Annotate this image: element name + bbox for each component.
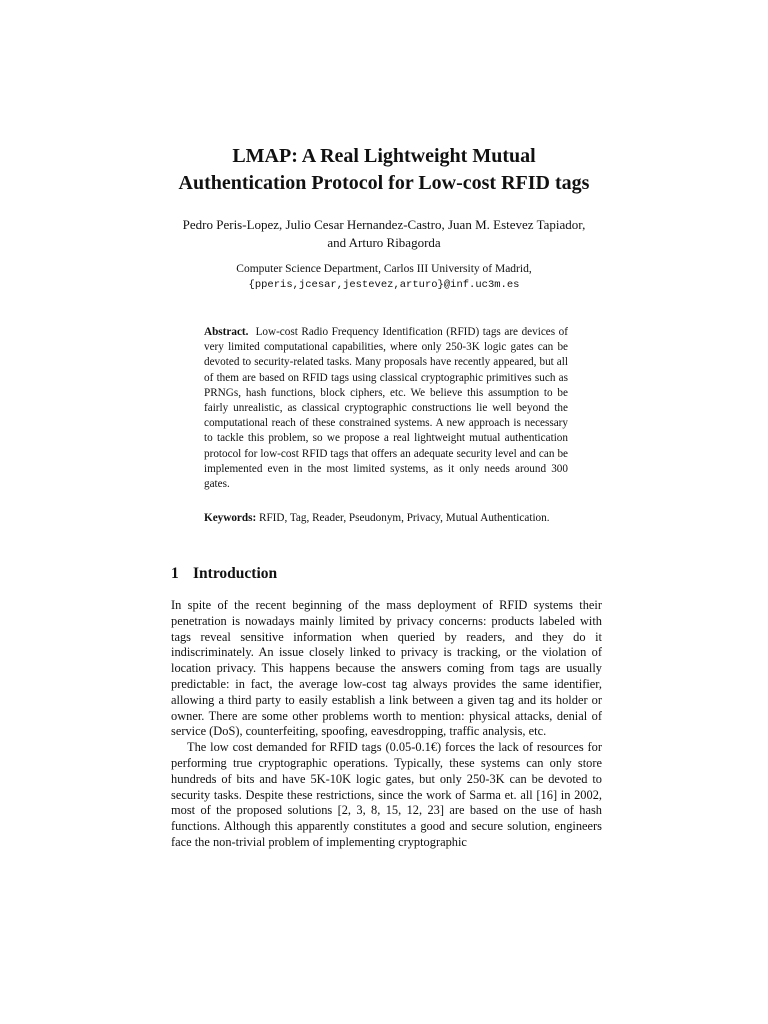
abstract-label: Abstract.	[204, 326, 249, 338]
paper-title	[100, 143, 668, 197]
abstract-text: Low-cost Radio Frequency Identification (RFID) tags are devices of very limited computational capabilities, where only 250-3K logic gates can be devoted to security-related tasks. Many proposals have recently appeared, but all of them are based on RFID tags using classical cryptographic primitives such as PRNGs, hash functions, block ciphers, etc. We believe this assumption to be fairly unrealistic, as classical cryptographic constructions lie well beyond the computational reach of these constrained systems. A new approach is necessary to tackle this problem, so we propose a real lightweight mutual authentication protocol for low-cost RFID tags that offers an adequate security level and can be implemented even in the most limited systems, as it only needs around 300 gates.	[204, 326, 568, 491]
section-title: Introduction	[193, 565, 278, 582]
author-emails: {pperis,jcesar,jestevez,arturo}@inf.uc3m.es	[248, 279, 520, 291]
authors-line-2: and Arturo Ribagorda	[327, 235, 441, 250]
affiliation-block	[120, 262, 648, 293]
abstract	[204, 325, 568, 492]
body-paragraph-2: The low cost demanded for RFID tags (0.05-0.1€) forces the lack of resources for performing true cryptographic operations. Typically, these systems can only store hundreds of bits and have 5K-10K logic gates, but only 250-3K can be devoted to security tasks. Despite these restrictions, since the work of Sarma et. all [16] in 2002, most of the proposed solutions [2, 3, 8, 15, 12, 23] are based on the use of hash functions. Although this apparently constitutes a good and secure solution, engineers face the non-trivial problem of implementing cryptographic	[171, 740, 602, 849]
authors-line-1: Pedro Peris-Lopez, Julio Cesar Hernandez-Castro, Juan M. Estevez Tapiador,	[182, 217, 586, 232]
section-number: 1	[171, 565, 179, 582]
keywords	[204, 511, 568, 526]
title-line-2: Authentication Protocol for Low-cost RFID tags	[178, 172, 590, 194]
keywords-text: RFID, Tag, Reader, Pseudonym, Privacy, Mutual Authentication.	[259, 512, 550, 524]
title-line-1: LMAP: A Real Lightweight Mutual	[232, 145, 536, 167]
section-body	[171, 598, 602, 851]
author-list	[100, 216, 668, 252]
section-heading	[171, 564, 277, 584]
body-paragraph-1: In spite of the recent beginning of the mass deployment of RFID systems their penetration is nowadays mainly limited by privacy concerns: products labeled with tags reveal sensitive information when queried by readers, and they do it indiscriminately. An issue closely linked to privacy is tracking, or the violation of location privacy. This happens because the answers coming from tags are usually predictable: in fact, the average low-cost tag always provides the same identifier, allowing a third party to easily establish a link between a given tag and its holder or owner. There are some other problems worth to mention: physical attacks, denial of service (DoS), counterfeiting, spoofing, eavesdropping, traffic analysis, etc.	[171, 598, 602, 739]
affiliation: Computer Science Department, Carlos III University of Madrid,	[236, 263, 532, 275]
keywords-label: Keywords:	[204, 512, 257, 524]
